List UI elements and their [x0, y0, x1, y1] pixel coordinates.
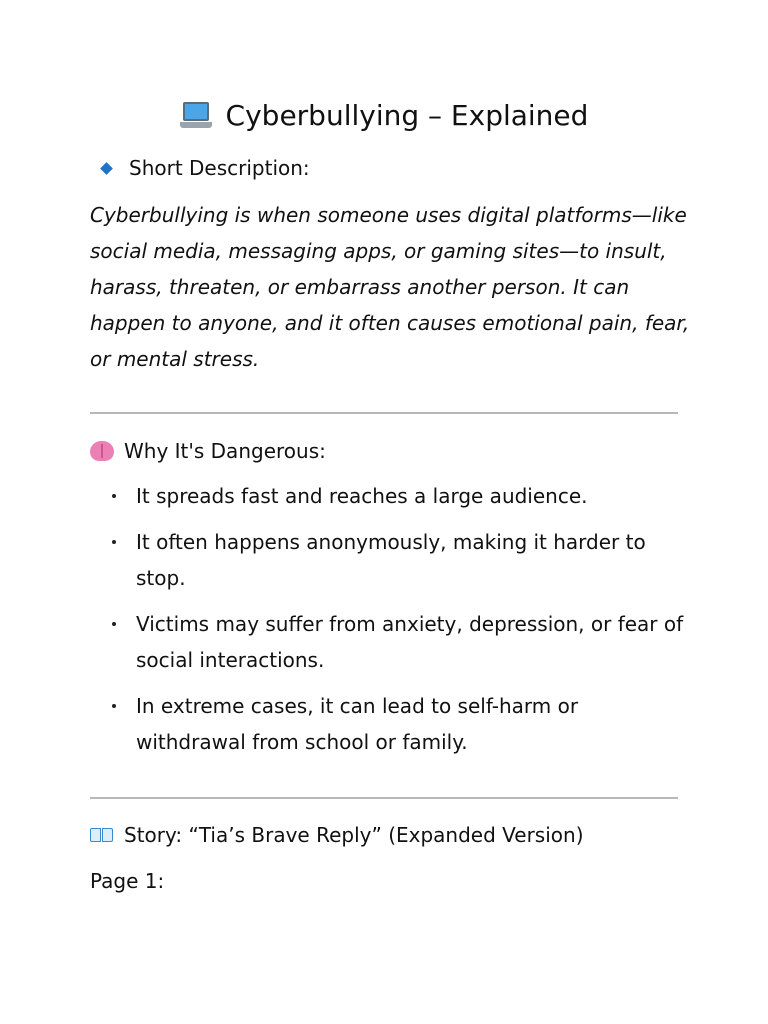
list-item	[108, 606, 688, 678]
section-divider	[90, 412, 678, 414]
brain-icon	[90, 441, 114, 461]
story-page-label: Page 1:	[90, 869, 165, 893]
list-item-text: It spreads fast and reaches a large audience.	[136, 484, 588, 508]
bullet-icon	[112, 494, 116, 498]
story-heading-text: Story: “Tia’s Brave Reply” (Expanded Version)	[124, 823, 584, 847]
list-item-text: In extreme cases, it can lead to self-harm or withdrawal from school or family.	[136, 694, 579, 754]
bullet-icon	[112, 704, 116, 708]
page-title-text: Cyberbullying – Explained	[225, 99, 589, 132]
open-book-icon	[90, 826, 114, 844]
diamond-icon	[100, 162, 113, 175]
short-description-text: Cyberbullying is when someone uses digital platforms—like social media, messaging apps, or gaming sites—to insult, harass, threaten, or embarrass another person. It can happen to anyone, and it often causes emotional pain, fear, or mental stress.	[90, 203, 690, 371]
story-heading	[90, 820, 584, 850]
laptop-icon	[180, 102, 212, 130]
bullet-icon	[112, 622, 116, 626]
list-item	[108, 478, 688, 514]
danger-heading	[90, 436, 326, 466]
short-description-heading-text: Short Description:	[129, 156, 310, 180]
danger-list	[108, 478, 688, 770]
short-description-heading	[100, 153, 310, 183]
page-title	[0, 96, 768, 136]
list-item-text: It often happens anonymously, making it harder to stop.	[136, 530, 646, 590]
list-item-text: Victims may suffer from anxiety, depression, or fear of social interactions.	[136, 612, 684, 672]
bullet-icon	[112, 540, 116, 544]
list-item	[108, 688, 688, 760]
section-divider	[90, 797, 678, 799]
list-item	[108, 524, 688, 596]
danger-heading-text: Why It's Dangerous:	[124, 439, 326, 463]
